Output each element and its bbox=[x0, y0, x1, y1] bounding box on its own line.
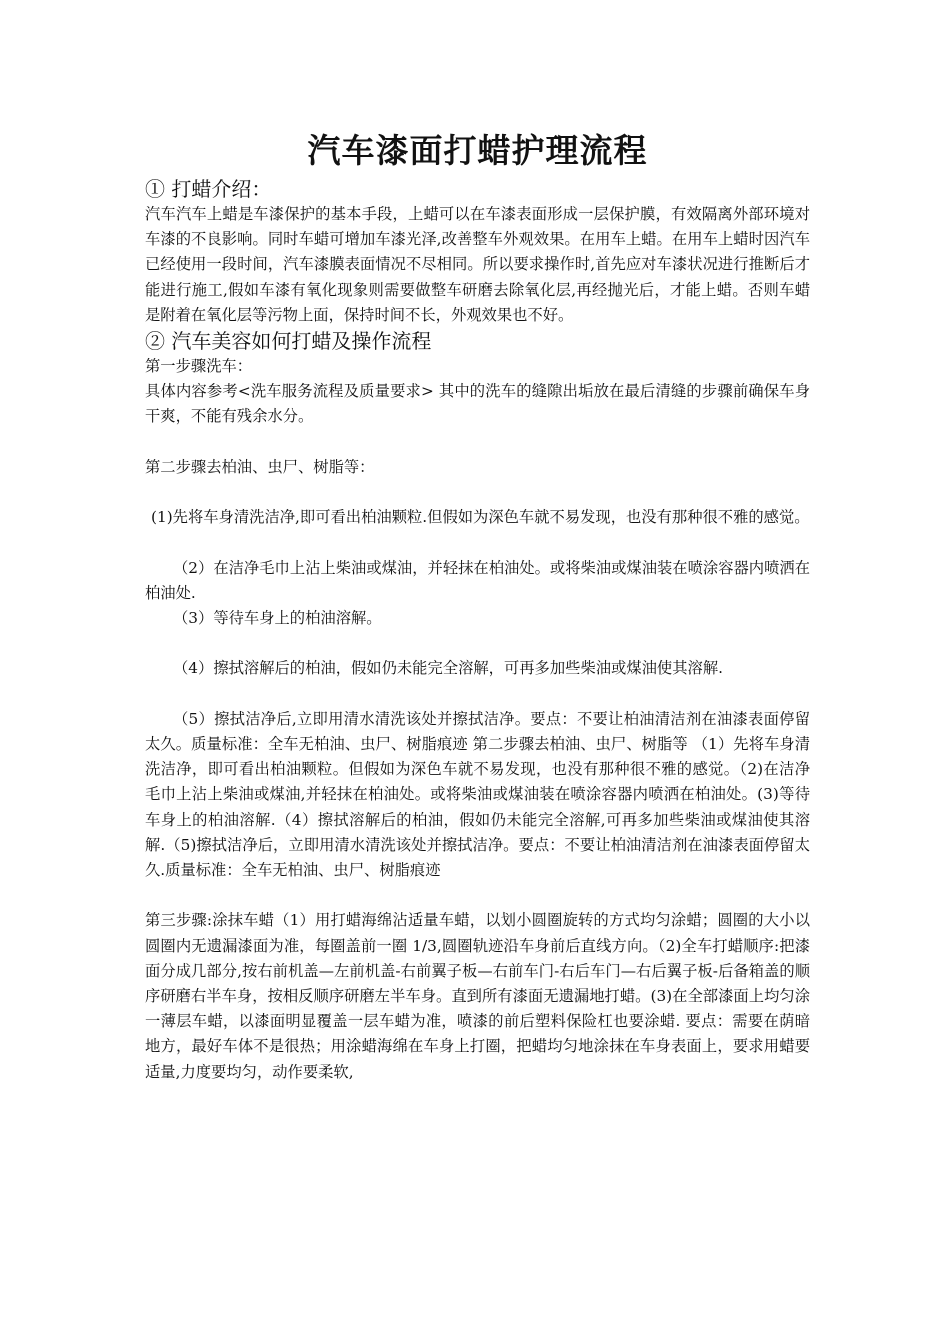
spacer bbox=[145, 530, 810, 555]
spacer bbox=[145, 480, 810, 505]
step2-item-2: （2）在洁净毛巾上沾上柴油或煤油，并轻抹在柏油处。或将柴油或煤油装在喷涂容器内喷洒在柏油处. bbox=[145, 558, 810, 602]
spacer bbox=[145, 430, 810, 455]
step1-paragraph: 具体内容参考<洗车服务流程及质量要求> 其中的洗车的缝隙出垢放在最后清缝的步骤前确保车身干爽，不能有残余水分。 bbox=[145, 382, 810, 426]
step2-item-5: （5）擦拭洁净后,立即用清水清洗该处并擦拭洁净。要点：不要让柏油清洁剂在油漆表面停留太久。质量标准：全车无柏油、虫尸、树脂痕迹 第二步骤去柏油、虫尸、树脂等 （1）先将车身清洗洁净，即可看出柏油颗粒。但假如为深色车就不易发现，也没有那种很不雅的感觉。（2)在洁净毛巾上沾上柴油或煤油,并轻抹在柏油处。或将柴油或煤油装在喷涂容器内喷洒在柏油处。(3)等待车身上的柏油溶解.（4）擦拭溶解后的柏油，假如仍未能完全溶解,可再多加些柴油或煤油使其溶解.（5)擦拭洁净后，立即用清水清洗该处并擦拭洁净。要点：不要让柏油清洁剂在油漆表面停留太久.质量标准：全车无柏油、虫尸、树脂痕迹 bbox=[145, 709, 810, 879]
step2-item-4: （4）擦拭溶解后的柏油，假如仍未能完全溶解，可再多加些柴油或煤油使其溶解. bbox=[173, 659, 723, 678]
section-heading-intro: ① 打蜡介绍： bbox=[145, 177, 272, 201]
spacer bbox=[145, 631, 810, 656]
step2-item-3: （3）等待车身上的柏油溶解。 bbox=[173, 609, 382, 627]
document-title: 汽车漆面打蜡护理流程 bbox=[307, 131, 648, 170]
spacer bbox=[145, 682, 810, 707]
step2-item-1: (1)先将车身清洗洁净,即可看出柏油颗粒.但假如为深色车就不易发现，也没有那种很不雅的感觉。 bbox=[151, 508, 810, 527]
intro-paragraph: 汽车汽车上蜡是车漆保护的基本手段，上蜡可以在车漆表面形成一层保护膜，有效隔离外部环境对车漆的不良影响。同时车蜡可增加车漆光泽,改善整车外观效果。在用车上蜡。在用车上蜡时因汽车已经使用一段时间，汽车漆膜表面情况不尽相同。所以要求操作时,首先应对车漆状况进行推断后才能进行施工,假如车漆有氧化现象则需要做整车研磨去除氧化层,再经抛光后，才能上蜡。否则车蜡是附着在氧化层等污物上面，保持时间不长，外观效果也不好。 bbox=[145, 205, 810, 324]
document-page bbox=[145, 126, 810, 1085]
step3-paragraph: 第三步骤:涂抹车蜡（1）用打蜡海绵沾适量车蜡，以划小圆圈旋转的方式均匀涂蜡；圆圈的大小以圆圈内无遗漏漆面为准，每圈盖前一圈 1/3,圆圈轨迹沿车身前后直线方向。（2)全车打蜡顺序:把漆面分成几部分,按右前机盖—左前机盖-右前翼子板—右前车门-右后车门—右后翼子板-后备箱盖的顺序研磨右半车身，按相反顺序研磨左半车身。直到所有漆面无遗漏地打蜡。(3)在全部漆面上均匀涂一薄层车蜡，以漆面明显覆盖一层车蜡为准，喷漆的前后塑料保险杠也要涂蜡. 要点：需要在荫暗地方，最好车体不是很热；用涂蜡海绵在车身上打圈，把蜡均匀地涂抹在车身表面上，要求用蜡要适量,力度要均匀，动作要柔软, bbox=[145, 911, 810, 1081]
section-heading-process: ② 汽车美容如何打蜡及操作流程 bbox=[145, 329, 432, 354]
spacer bbox=[145, 883, 810, 908]
step1-title: 第一步骤洗车： bbox=[145, 357, 253, 376]
step2-title: 第二步骤去柏油、虫尸、树脂等： bbox=[145, 457, 375, 476]
